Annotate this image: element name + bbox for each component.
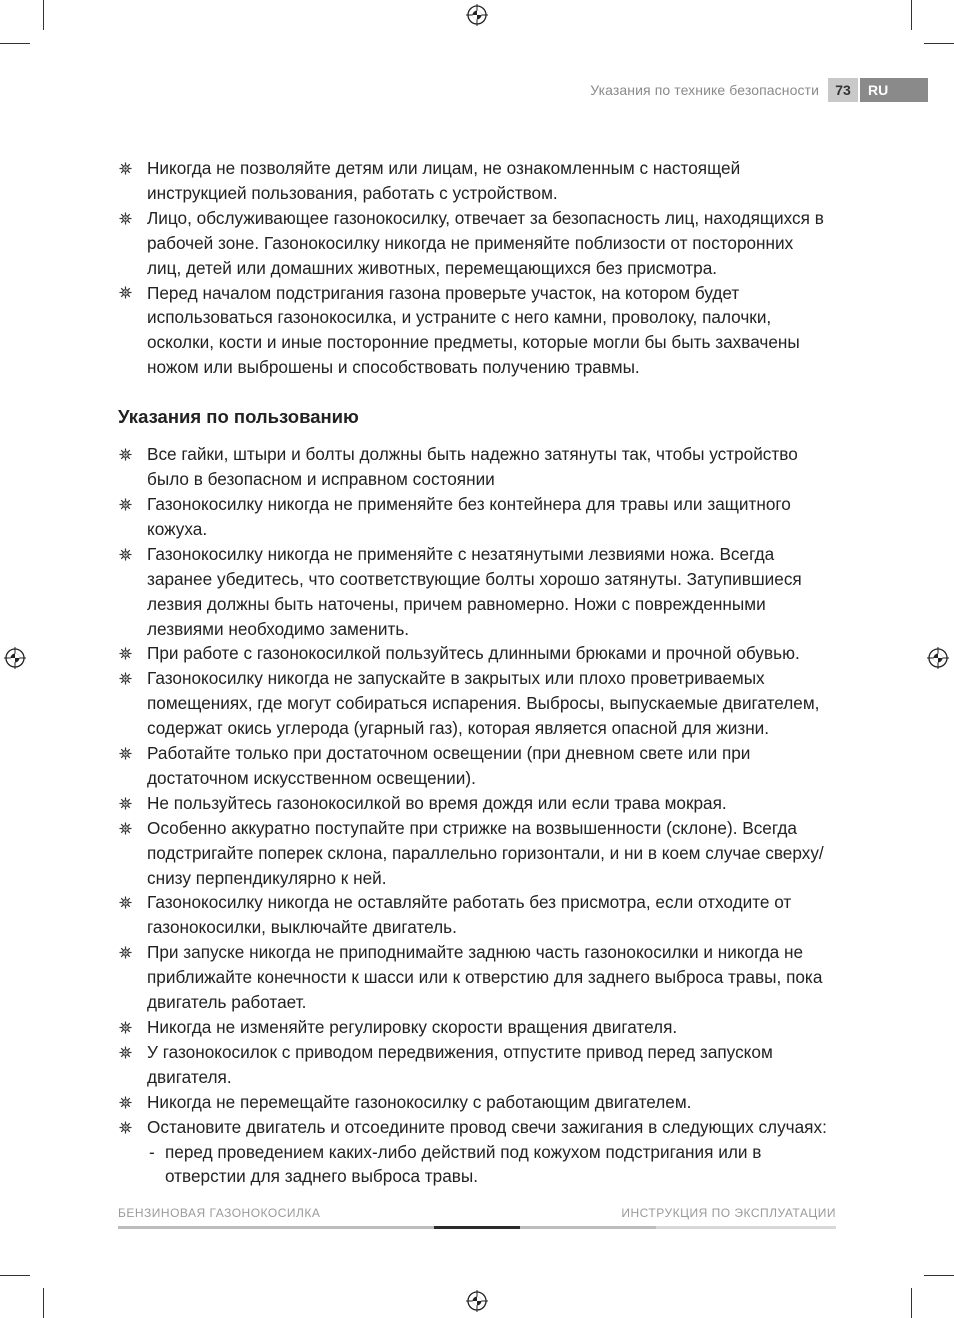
usage-item-text: При запуске никогда не приподнимайте заднюю часть газонокосилки и никогда не приближайте конечности к шасси или к отверстию для заднего выброса травы, пока двигатель работает. (147, 942, 823, 1013)
language-badge: RU (860, 78, 928, 102)
dash-marker: - (149, 1141, 155, 1162)
gear-bullet-icon (118, 281, 132, 306)
safety-list (118, 156, 828, 380)
safety-item (118, 156, 828, 206)
page-number: 73 (828, 78, 858, 102)
usage-item-text: При работе с газонокосилкой пользуйтесь длинными брюками и прочной обувью. (147, 643, 800, 664)
crop-mark (0, 1275, 30, 1276)
footer-bar-mid (520, 1226, 656, 1229)
page-content (118, 156, 828, 1189)
usage-heading: Указания по пользованию (118, 406, 359, 428)
usage-list (118, 442, 828, 1139)
usage-item-text: Газонокосилку никогда не запускайте в закрытых или плохо проветриваемых помещениях, где могут собираться испарения. Выбросы, выпускаемые двигателем, содержат окись углерода (угарный газ), которая является опасной для жизни. (147, 668, 820, 739)
footer-doc-type: ИНСТРУКЦИЯ ПО ЭКСПЛУАТАЦИИ (621, 1206, 836, 1220)
usage-item-text: Работайте только при достаточном освещении (при дневном свете или при достаточном искусственном освещении). (147, 743, 751, 788)
usage-item (118, 641, 828, 666)
usage-item-text: Никогда не изменяйте регулировку скорости вращения двигателя. (147, 1017, 678, 1037)
crop-mark (911, 1288, 912, 1318)
registration-mark-icon (4, 647, 26, 669)
crop-mark (924, 1275, 954, 1276)
registration-mark-icon (466, 4, 488, 26)
usage-item (118, 492, 828, 542)
footer-bar-dark (434, 1226, 520, 1229)
usage-item (118, 542, 828, 642)
safety-item (118, 281, 828, 381)
gear-bullet-icon (118, 741, 132, 766)
page-header (0, 78, 954, 102)
usage-item (118, 1015, 828, 1040)
usage-item (118, 890, 828, 940)
footer-bar-light (118, 1226, 434, 1229)
gear-bullet-icon (118, 542, 132, 567)
gear-bullet-icon (118, 940, 132, 965)
usage-item-text: Газонокосилку никогда не оставляйте работать без присмотра, если отходите от газонокосилки, выключайте двигатель. (147, 892, 792, 938)
usage-item-text: Газонокосилку никогда не применяйте без контейнера для травы или защитного кожуха. (147, 493, 791, 539)
usage-item-text: Особенно аккуратно поступайте при стрижке на возвышенности (склоне). Всегда подстригайте поперек склона, параллельно горизонтали, и ни в коем случае сверху/снизу перпендикулярно к ней. (147, 817, 824, 888)
gear-bullet-icon (118, 641, 132, 666)
gear-bullet-icon (118, 816, 132, 841)
usage-item (118, 1090, 828, 1115)
usage-item (118, 666, 828, 741)
safety-item-text: Перед началом подстригания газона проверьте участок, на котором будет использоваться газонокосилка, и устраните с него камни, проволоку, палочки, осколки, кости и иные посторонние предметы, которые могли бы быть захвачены ножом или выброшены и способствовать получению травмы. (147, 282, 800, 378)
safety-item (118, 206, 828, 281)
crop-mark (911, 0, 912, 30)
gear-bullet-icon (118, 206, 132, 231)
usage-item (118, 791, 828, 816)
gear-bullet-icon (118, 156, 132, 181)
crop-mark (43, 1288, 44, 1318)
safety-item-text: Никогда не позволяйте детям или лицам, не ознакомленным с настоящей инструкцией пользования, работать с устройством. (147, 158, 741, 203)
safety-item-text: Лицо, обслуживающее газонокосилку, отвечает за безопасность лиц, находящихся в рабочей зоне. Газонокосилку никогда не применяйте поблизости от посторонних лиц, детей или домашних животных, перемещающихся без присмотра. (147, 207, 824, 278)
usage-item-text: У газонокосилок с приводом передвижения, отпустите привод перед запуском двигателя. (147, 1041, 773, 1087)
usage-item-text: Остановите двигатель и отсоедините провод свечи зажигания в следующих случаях: (147, 1116, 827, 1137)
usage-item-text: Не пользуйтесь газонокосилкой во время дождя или если трава мокрая. (147, 792, 727, 813)
gear-bullet-icon (118, 890, 132, 915)
usage-item (118, 816, 828, 891)
usage-sub-item (135, 1140, 828, 1190)
usage-sub-item-text: перед проведением каких-либо действий под кожухом подстригания или в отверстии для заднего выброса травы. (165, 1141, 762, 1187)
gear-bullet-icon (118, 492, 132, 517)
registration-mark-icon (466, 1290, 488, 1312)
usage-item-text: Никогда не перемещайте газонокосилку с работающим двигателем. (147, 1091, 692, 1112)
footer-bar-end (656, 1226, 836, 1229)
usage-item (118, 442, 828, 492)
usage-item (118, 1115, 828, 1140)
usage-item (118, 741, 828, 791)
usage-item (118, 940, 828, 1015)
usage-item-text: Газонокосилку никогда не применяйте с незатянутыми лезвиями ножа. Всегда заранее убедитесь, что соответствующие болты хорошо затянуты. Затупившиеся лезвия должны быть наточены, причем равномерно. Ножи с поврежденными лезвиями необходимо заменить. (147, 543, 802, 639)
gear-bullet-icon (118, 1040, 132, 1065)
gear-bullet-icon (118, 666, 132, 691)
gear-bullet-icon (118, 442, 132, 467)
footer-product: БЕНЗИНОВАЯ ГАЗОНОКОСИЛКА (118, 1206, 321, 1220)
gear-bullet-icon (118, 791, 132, 816)
gear-bullet-icon (118, 1115, 132, 1140)
usage-item (118, 1040, 828, 1090)
crop-mark (0, 43, 30, 44)
gear-bullet-icon (118, 1090, 132, 1115)
registration-mark-icon (927, 647, 949, 669)
crop-mark (924, 43, 954, 44)
usage-item-text: Все гайки, штыри и болты должны быть надежно затянуты так, чтобы устройство было в безопасном и исправном состоянии (147, 444, 798, 490)
crop-mark (43, 0, 44, 30)
gear-bullet-icon (118, 1015, 132, 1040)
section-title: Указания по технике безопасности (590, 82, 819, 98)
usage-sub-list (118, 1140, 828, 1190)
